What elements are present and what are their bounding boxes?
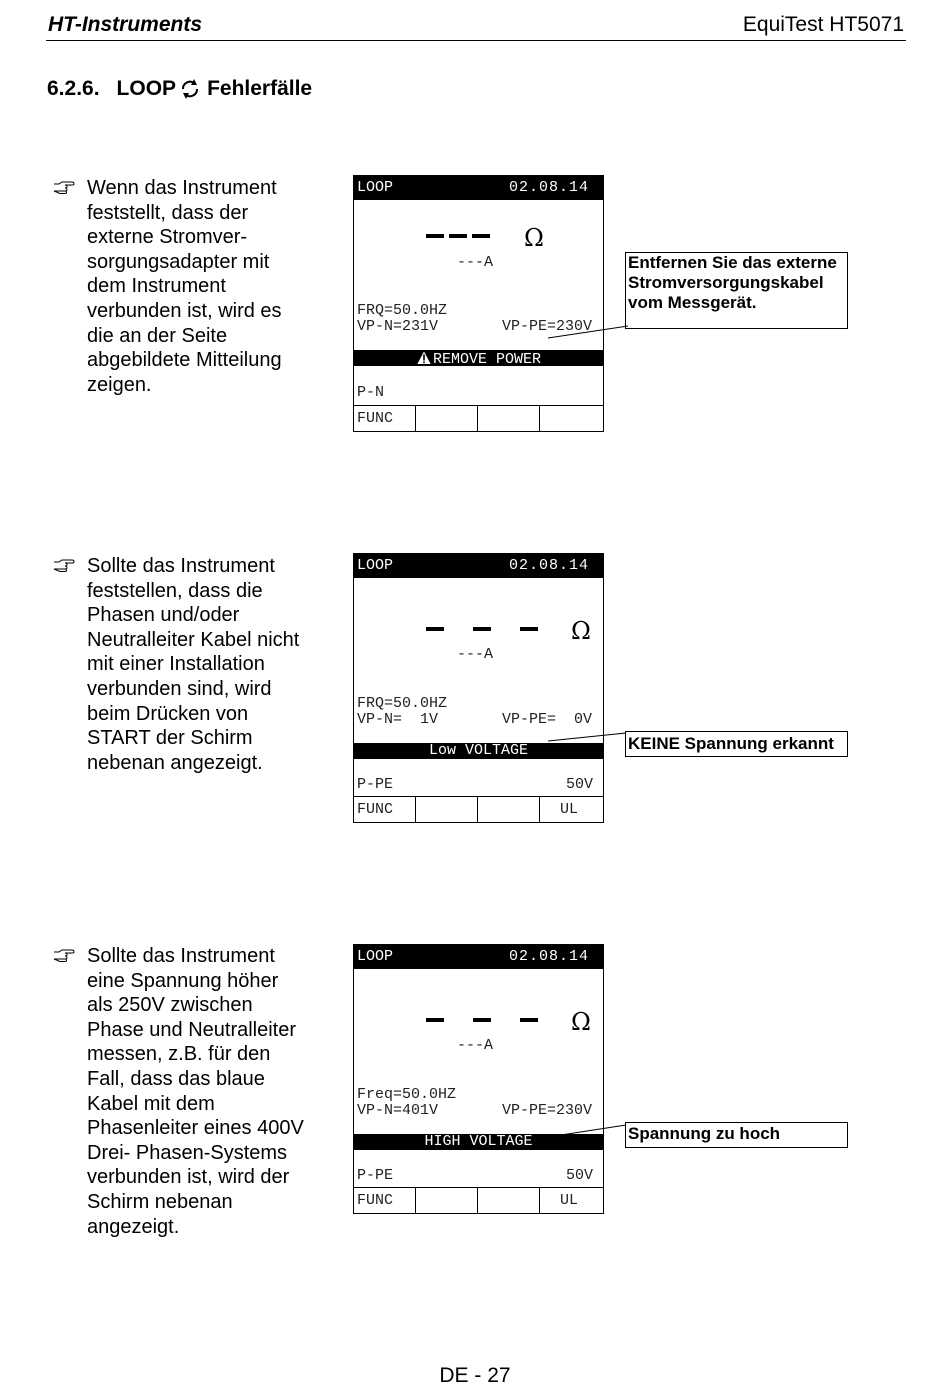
leader-line-3	[548, 1125, 626, 1137]
paragraph-line: verbunden ist, wird es	[87, 299, 282, 322]
paragraph-line: beim Drücken von	[87, 702, 249, 725]
header-brand: HT-Instruments	[48, 13, 203, 36]
section-title-post: Fehlerfälle	[207, 77, 313, 100]
screen-mode: LOOP	[357, 948, 394, 965]
screen-message: HIGH VOLTAGE	[424, 1133, 533, 1150]
paragraph-line: Sollte das Instrument	[87, 945, 275, 967]
paragraph-line: Wenn das Instrument	[87, 177, 277, 199]
paragraph-line: Phasenleiter eines 400V	[87, 1117, 304, 1140]
ul-limit-value: 50V	[565, 1167, 593, 1184]
paragraph-line: Drei- Phasen-Systems	[87, 1141, 288, 1164]
paragraph-line: feststellt, dass der	[87, 201, 249, 224]
paragraph-line: verbunden ist, wird der	[87, 1166, 290, 1189]
paragraph-line: Sollte das Instrument	[87, 555, 275, 577]
softkey-1: FUNC	[354, 1188, 416, 1213]
paragraph-line: Phasen und/oder	[87, 604, 240, 627]
vpn-readout: VP-N= 1V	[357, 711, 439, 728]
paragraph-line: Neutralleiter Kabel nicht	[87, 628, 300, 651]
frequency-readout: FRQ=50.0HZ	[357, 695, 448, 712]
test-mode-label: P-PE	[357, 776, 394, 793]
current-readout: ---A	[457, 646, 494, 663]
paragraph-line: die an der Seite	[87, 324, 228, 347]
paragraph-line: angezeigt.	[87, 1215, 180, 1238]
callout-low-voltage: KEINE Spannung erkannt	[625, 731, 848, 757]
header-model: EquiTest HT5071	[742, 13, 904, 36]
current-readout: ---A	[457, 1037, 494, 1054]
callout-high-voltage: Spannung zu hoch	[625, 1122, 848, 1148]
paragraph-line: verbunden sind, wird	[87, 677, 272, 700]
paragraph-line: als 250V zwischen	[87, 994, 253, 1017]
ohm-unit: Ω	[571, 1008, 591, 1036]
vppe-readout: VP-PE=230V	[501, 318, 592, 335]
vpn-readout: VP-N=231V	[357, 318, 439, 335]
paragraph-line: Kabel mit dem	[87, 1092, 215, 1115]
page-number: DE - 27	[439, 1364, 511, 1387]
softkey-4: UL	[560, 1192, 579, 1209]
paragraph-line: Fall, dass das blaue	[87, 1067, 265, 1090]
leader-line-1	[548, 326, 628, 338]
screen-message: REMOVE POWER	[432, 351, 542, 368]
ohm-unit: Ω	[524, 224, 544, 252]
frequency-readout: FRQ=50.0HZ	[357, 302, 448, 319]
paragraph-line: messen, z.B. für den	[87, 1043, 271, 1066]
softkey-1: FUNC	[354, 406, 416, 431]
paragraph-line: Phase und Neutralleiter	[87, 1018, 297, 1041]
current-readout: ---A	[457, 254, 494, 271]
screen-date: 02.08.14	[508, 948, 589, 965]
vppe-readout: VP-PE=230V	[501, 1102, 592, 1119]
paragraph-line: feststellen, dass die	[87, 579, 263, 602]
softkey-4: UL	[560, 801, 579, 818]
ohm-unit: Ω	[571, 617, 591, 645]
paragraph-line: dem Instrument	[87, 275, 226, 298]
screen-mode: LOOP	[357, 179, 394, 196]
frequency-readout: Freq=50.0HZ	[357, 1086, 457, 1103]
paragraph-line: mit einer Installation	[87, 653, 265, 676]
paragraph-line: zeigen.	[87, 373, 152, 396]
paragraph-line: Schirm nebenan	[87, 1190, 233, 1213]
paragraph-line: START der Schirm	[87, 727, 253, 750]
screen-mode: LOOP	[357, 557, 394, 574]
callout-remove-power: Entfernen Sie das externe Stromversorgungskabel vom Messgerät.	[625, 252, 848, 329]
screen-date: 02.08.14	[508, 557, 589, 574]
paragraph-line: sorgungsadapter mit	[87, 250, 270, 273]
test-mode-label: P-PE	[357, 1167, 394, 1184]
vpn-readout: VP-N=401V	[357, 1102, 439, 1119]
paragraph-line: nebenan angezeigt.	[87, 751, 263, 774]
vppe-readout: VP-PE= 0V	[501, 711, 592, 728]
leader-line-2	[548, 733, 626, 741]
ul-limit-value: 50V	[565, 776, 593, 793]
test-mode-label: P-N	[357, 384, 385, 401]
screen-date: 02.08.14	[508, 179, 589, 196]
paragraph-line: externe Stromver-	[87, 226, 248, 249]
screen-message: Low VOLTAGE	[428, 742, 529, 759]
paragraph-line: eine Spannung höher	[87, 969, 279, 992]
section-title-pre: LOOP	[116, 77, 177, 100]
paragraph-line: abgebildete Mitteilung	[87, 349, 282, 372]
softkey-1: FUNC	[354, 797, 416, 822]
section-number: 6.2.6.	[47, 77, 100, 100]
